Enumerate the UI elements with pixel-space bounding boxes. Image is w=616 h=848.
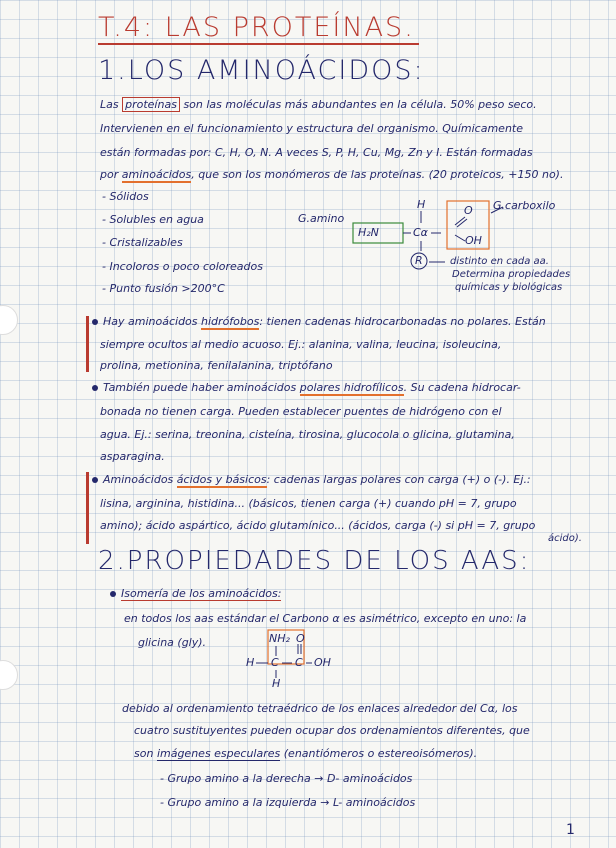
margin-marker (86, 316, 89, 372)
glycine-nh2: NH₂ (269, 632, 290, 645)
property-item: - Cristalizables (102, 236, 183, 249)
glycine-h-bottom: H (272, 677, 281, 690)
r-note-3: químicas y biológicas (455, 282, 563, 293)
r-note-2: Determina propiedades (452, 269, 571, 280)
intro-line-3: están formadas por: C, H, O, N. A veces S, P, H, Cu, Mg, Zn y I. Están formadas (100, 146, 533, 159)
isomeria-p2-line-3: son imágenes especulares (enantiómeros o estereoisómeros). (134, 747, 478, 760)
hydroxyl: OH (465, 234, 482, 247)
r-group: R (415, 254, 423, 267)
highlight-polares: polares hidrofílicos (299, 381, 404, 394)
binder-hole (0, 660, 18, 690)
section-1-title: 1.LOS AMINOÁCIDOS: (98, 55, 425, 86)
bullet-icon (92, 319, 98, 325)
property-item: - Incoloros o poco coloreados (102, 260, 263, 273)
property-item: - Solubles en agua (102, 213, 204, 226)
amino-group-label: G.amino (298, 212, 345, 225)
page-number: 1 (566, 822, 575, 838)
property-item: - Punto fusión >200°C (102, 282, 225, 295)
glycine-structure-diagram (240, 628, 350, 690)
intro-line-2: Intervienen en el funcionamiento y estructura del organismo. Químicamente (100, 122, 523, 135)
isomeria-p1-line-1: en todos los aas estándar el Carbono α es asimétrico, excepto en uno: la (124, 612, 527, 625)
carboxyl-group-label: G.carboxilo (493, 199, 556, 212)
alpha-carbon: Cα (413, 226, 428, 239)
hydrophobic-line-3: prolina, metionina, fenilalanina, triptófano (100, 359, 333, 372)
highlight-hidrofobos: hidrófobos (201, 315, 260, 328)
isomeria-heading: Isomería de los aminoácidos: (110, 585, 281, 603)
hydrophobic-line-2: siempre ocultos al medio acuoso. Ej.: alanina, valina, leucina, isoleucina, (100, 338, 502, 351)
intro-line-1: Las proteínas son las moléculas más abundantes en la célula. 50% peso seco. (100, 98, 537, 111)
acid-base-line-2: lisina, arginina, histidina... (básicos, tienen carga (+) cuando pH = 7, grupo (100, 497, 517, 510)
highlight-proteinas: proteínas (122, 97, 180, 112)
oxygen-top: O (464, 204, 473, 217)
highlight-imagenes: imágenes especulares (156, 747, 281, 760)
glycine-h-left: H (246, 656, 255, 669)
isomeria-p2-line-2: cuatro sustituyentes pueden ocupar dos ordenamientos diferentes, que (134, 724, 530, 737)
bullet-icon (92, 385, 98, 391)
highlight-acidos-basicos: ácidos y básicos (176, 473, 267, 486)
intro-line-4: por aminoácidos, que son los monómeros de las proteínas. (20 proteicos, +150 no). (100, 168, 564, 181)
acid-base-line-1: Aminoácidos ácidos y básicos: cadenas largas polares con carga (+) o (-). Ej.: (92, 471, 531, 489)
margin-marker (86, 472, 89, 544)
hydrophilic-line-3: agua. Ej.: serina, treonina, cisteína, tirosina, glucocola o glicina, glutamina, (100, 428, 515, 441)
glycine-c1: C (271, 656, 279, 669)
l-aminoacid-line: - Grupo amino a la izquierda → L- aminoácidos (160, 796, 416, 809)
highlight-aminoacidos: aminoácidos (121, 168, 192, 181)
amino-acid-structure-diagram (295, 195, 595, 300)
hydrophilic-line-2: bonada no tienen carga. Pueden establecer puentes de hidrógeno con el (100, 405, 502, 418)
r-note-1: distinto en cada aa. (450, 256, 549, 267)
isomeria-p1-line-2: glicina (gly). (138, 636, 207, 649)
glycine-oh: OH (314, 656, 331, 669)
glycine-c2: C (295, 656, 303, 669)
hydrophobic-line-1: Hay aminoácidos hidrófobos: tienen cadenas hidrocarbonadas no polares. Están (92, 313, 546, 331)
unit-title: T.4: LAS PROTEÍNAS. (98, 12, 419, 45)
acid-base-line-3: amino); ácido aspártico, ácido glutamínico... (ácidos, carga (-) si pH = 7, grupo (100, 519, 536, 532)
bullet-icon (110, 591, 116, 597)
glycine-o: O (296, 632, 305, 645)
hydrophilic-line-4: asparagina. (100, 450, 165, 463)
amino-formula: H₂N (358, 226, 379, 239)
isomeria-p2-line-1: debido al ordenamiento tetraédrico de los enlaces alrededor del Cα, los (122, 702, 518, 715)
bullet-icon (92, 477, 98, 483)
hydrophilic-line-1: También puede haber aminoácidos polares hidrofílicos. Su cadena hidrocar- (92, 379, 521, 397)
acid-base-line-4: ácido). (548, 533, 582, 544)
binder-hole (0, 305, 18, 335)
d-aminoacid-line: - Grupo amino a la derecha → D- aminoácidos (160, 772, 413, 785)
property-item: - Sólidos (102, 190, 149, 203)
hydrogen-top: H (417, 198, 426, 211)
section-2-title: 2.PROPIEDADES DE LOS AAS: (98, 546, 531, 576)
